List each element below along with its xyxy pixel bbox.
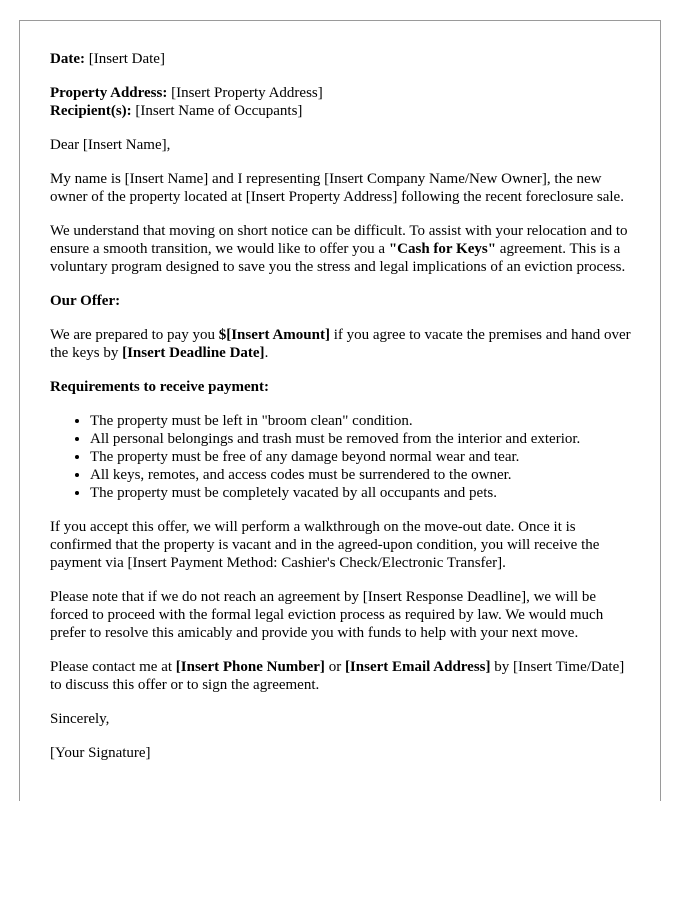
- contact-text-before: Please contact me at: [50, 659, 176, 675]
- offer-amount: $[Insert Amount]: [218, 327, 330, 343]
- walkthrough-paragraph: If you accept this offer, we will perform a walkthrough on the move-out date. Once it is confirmed that the property is vacant and in the agreed-upon condition, you will receive the payment via [Insert Payment Method: Cashier's Check/Electronic Transfer].: [50, 519, 600, 571]
- requirement-item: • The property must be free of any damage beyond normal wear and tear.: [90, 448, 638, 466]
- understanding-paragraph: [50, 222, 638, 276]
- offer-paragraph: [50, 326, 638, 362]
- date-line: [50, 50, 638, 68]
- letter-content: [50, 50, 638, 778]
- property-address-value: [Insert Property Address]: [171, 85, 323, 101]
- date-label: Date:: [50, 51, 85, 67]
- recipient-label: Recipient(s):: [50, 103, 132, 119]
- recipient-value: [Insert Name of Occupants]: [135, 103, 303, 119]
- contact-paragraph: [50, 658, 638, 694]
- closing-signature: [Your Signature]: [50, 745, 151, 761]
- intro-paragraph: My name is [Insert Name] and I representing [Insert Company Name/New Owner], the new owner of the property located at [Insert Property Address] following the recent foreclosure sale.: [50, 171, 624, 205]
- offer-deadline: [Insert Deadline Date]: [122, 345, 265, 361]
- cash-for-keys-term: "Cash for Keys": [388, 241, 497, 257]
- understanding-text-before: We understand that moving on short notice can be difficult. To assist with your relocation and to ensure a smooth transition, we would like to offer you a: [50, 223, 628, 257]
- closing-sincerely: Sincerely,: [50, 711, 110, 727]
- property-address-label: Property Address:: [50, 85, 168, 101]
- contact-email: [Insert Email Address]: [344, 659, 491, 675]
- letter-page: [19, 20, 661, 801]
- date-value: [Insert Date]: [88, 51, 165, 67]
- deadline-notice-paragraph: Please note that if we do not reach an agreement by [Insert Response Deadline], we will be forced to proceed with the formal legal eviction process as required by law. We would much prefer to resolve this amicably and provide you with funds to help with your next move.: [50, 589, 604, 641]
- salutation: Dear [Insert Name],: [50, 137, 171, 153]
- understanding-text-after: agreement. This is a voluntary program designed to save you the stress and legal implications of an eviction process.: [50, 241, 626, 275]
- requirements-list: [50, 412, 638, 502]
- contact-text-middle: or: [324, 659, 345, 675]
- contact-text-after: by [Insert Time/Date] to discuss this offer or to sign the agreement.: [50, 659, 625, 693]
- offer-text-before: We are prepared to pay you: [50, 327, 219, 343]
- recipient-line: [50, 102, 638, 120]
- offer-text-middle: if you agree to vacate the premises and hand over the keys by: [50, 327, 631, 361]
- property-address-line: [50, 84, 638, 102]
- offer-heading-text: Our Offer:: [50, 293, 121, 309]
- requirements-heading: [50, 378, 638, 396]
- offer-heading: [50, 292, 638, 310]
- requirement-item: • All personal belongings and trash must be removed from the interior and exterior.: [90, 430, 638, 448]
- requirement-item: • The property must be left in "broom clean" condition.: [90, 412, 638, 430]
- contact-phone: [Insert Phone Number]: [175, 659, 325, 675]
- offer-text-after: .: [264, 345, 269, 361]
- requirement-item: • The property must be completely vacated by all occupants and pets.: [90, 484, 638, 502]
- requirement-item: • All keys, remotes, and access codes must be surrendered to the owner.: [90, 466, 638, 484]
- requirements-heading-text: Requirements to receive payment:: [50, 379, 269, 395]
